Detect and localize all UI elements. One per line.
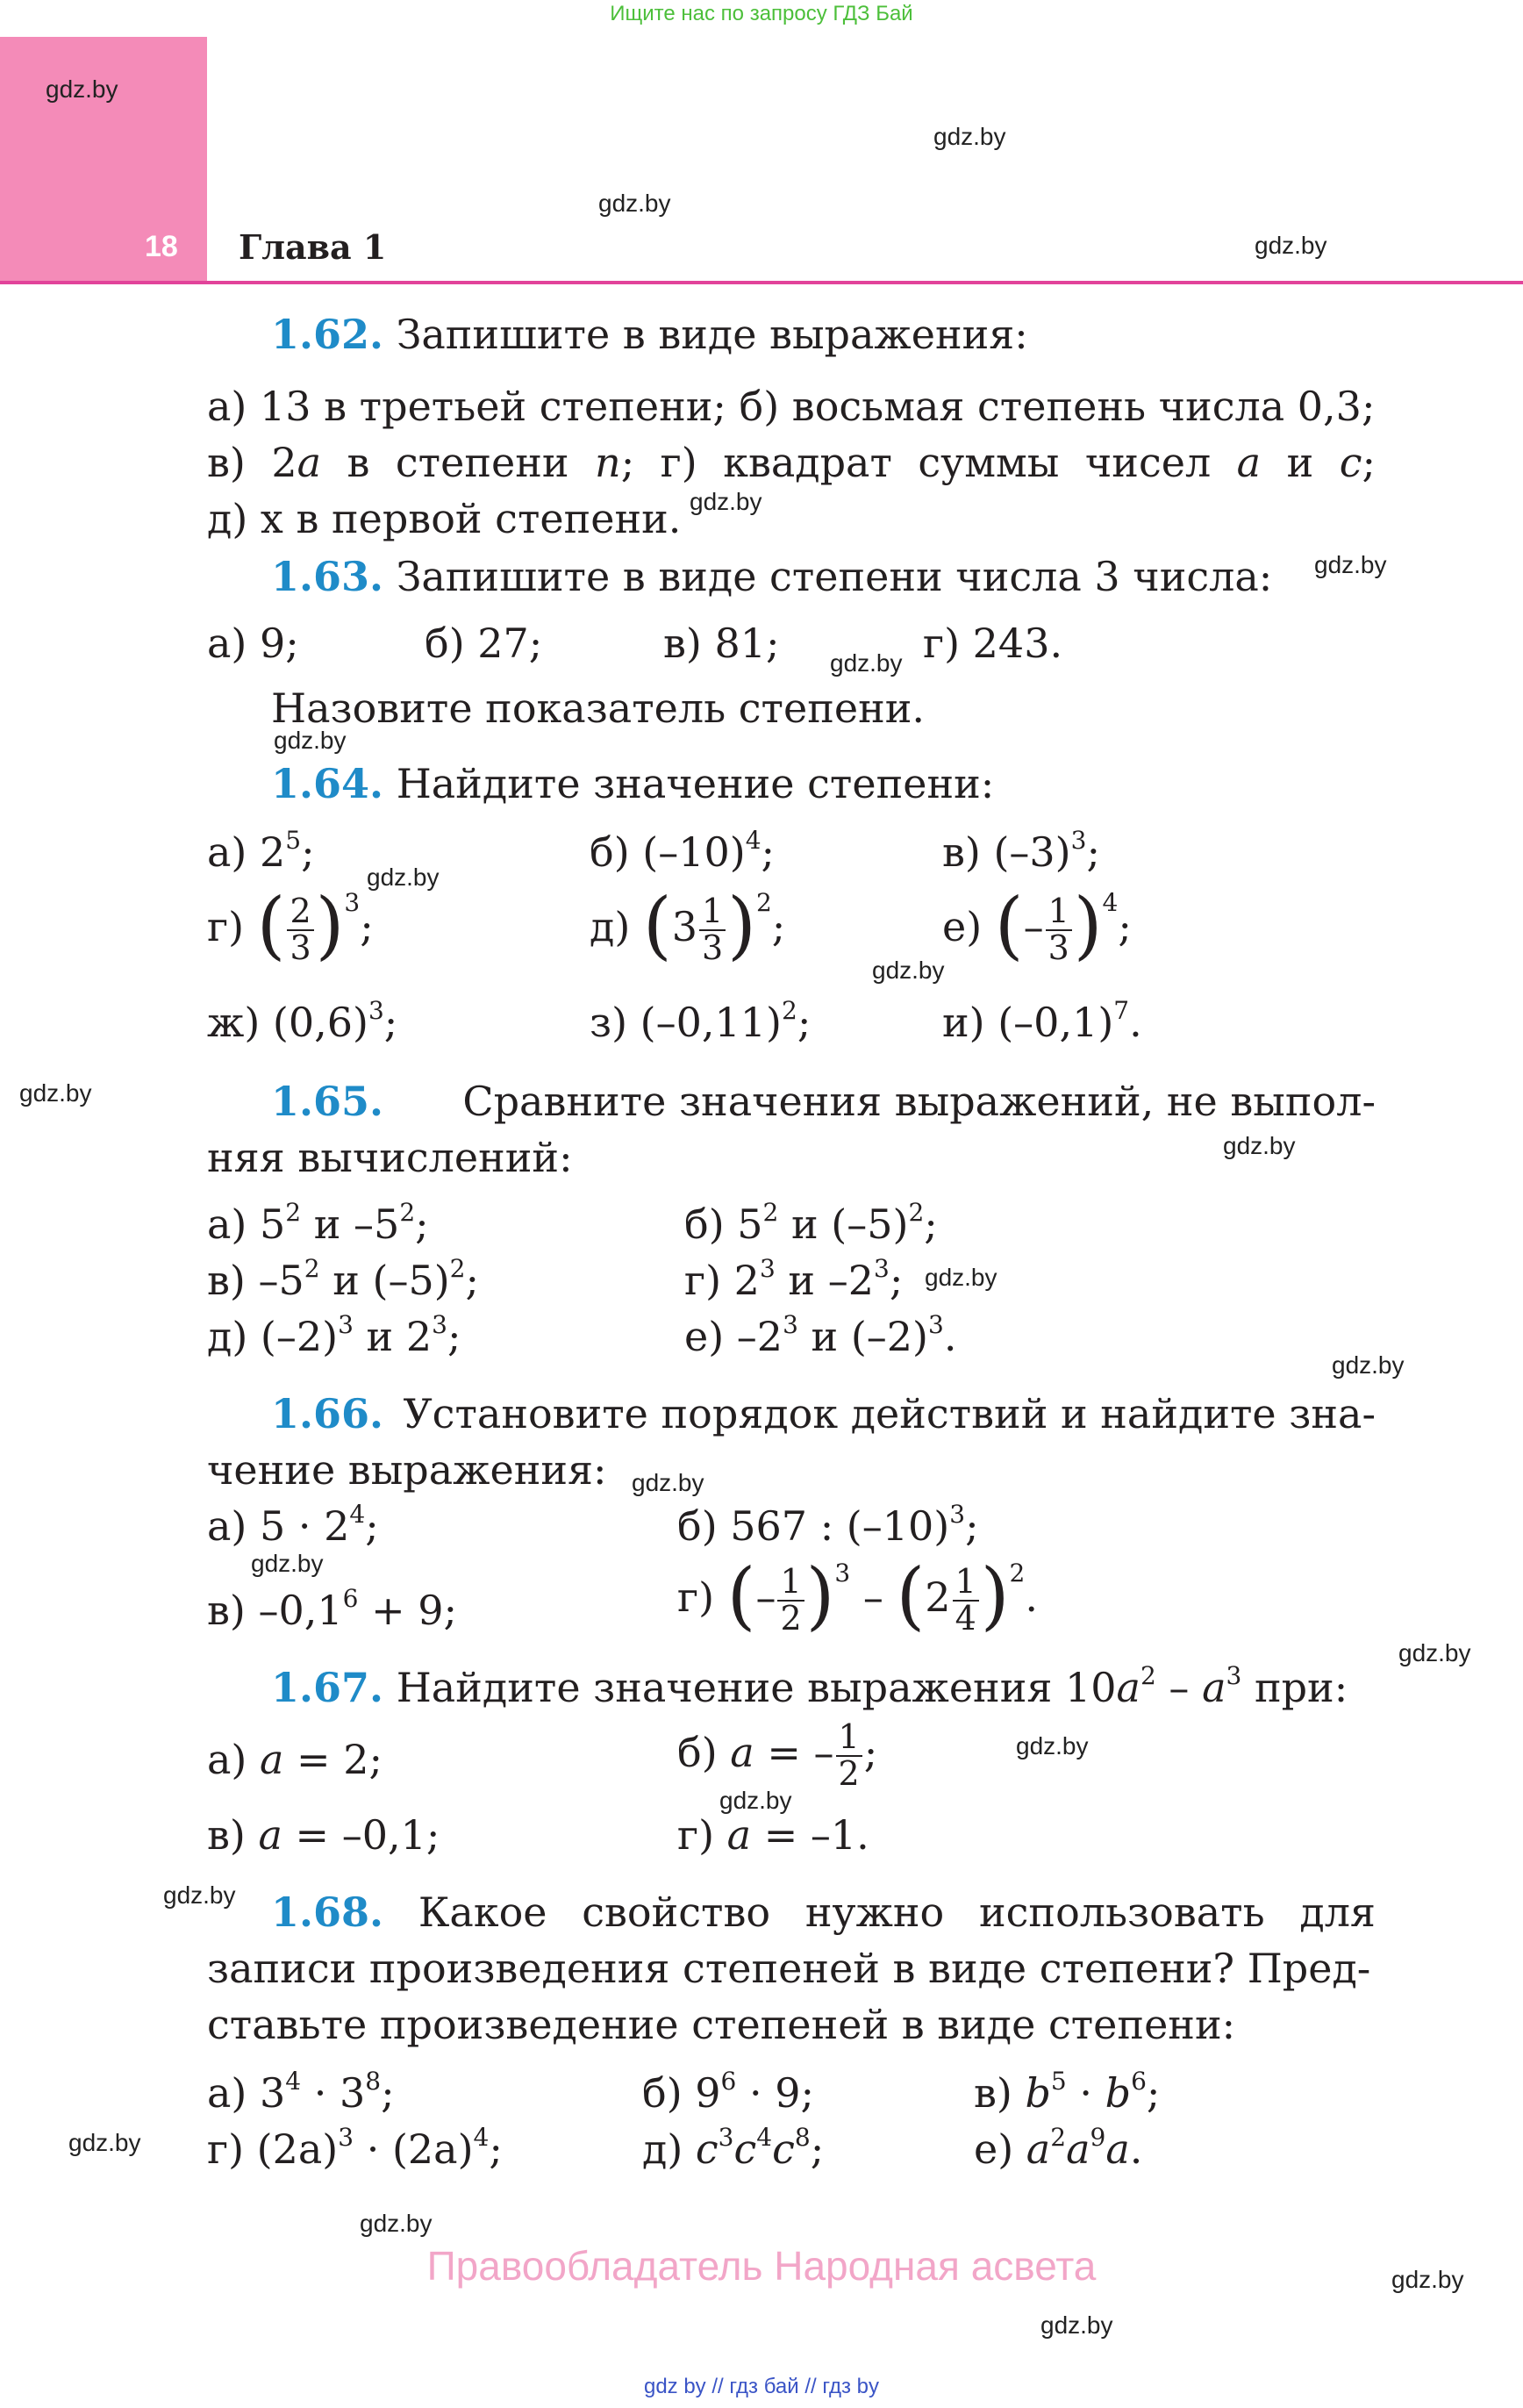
- word: квадрат: [723, 439, 892, 486]
- item-v: в) $(-3)^3$;: [942, 826, 1100, 876]
- problem-title: Найдите значение степени:: [396, 760, 995, 807]
- item-v: в) a = –0,1;: [207, 1811, 440, 1859]
- item-z: з) $(-0,11)^2$;: [590, 996, 812, 1046]
- fraction: $\frac{2}{3}$: [287, 894, 313, 966]
- problem-number: 1.67.: [271, 1664, 384, 1711]
- fraction: $\frac{1}{3}$: [1046, 894, 1072, 966]
- item-g: г) $(2a)^3 \cdot (2a)^4$;: [207, 2123, 503, 2173]
- var-a: a: [1236, 439, 1262, 486]
- item-g: г) a = –1.: [677, 1811, 869, 1859]
- item-v: в) $b^5 \cdot b^6$;: [974, 2067, 1161, 2117]
- item-b: б) $5^2$ и $(-5)^2$;: [684, 1198, 938, 1248]
- problem-number: 1.68.: [271, 1888, 384, 1936]
- watermark: gdz.by: [251, 1550, 324, 1577]
- top-search-note[interactable]: Ищите нас по запросу ГДЗ Бай: [610, 2, 913, 25]
- item-v: в) $-5^2$ и $(-5)^2$;: [207, 1254, 479, 1304]
- problem-title-line-1: Сравните значения выражений, не выпол-: [462, 1078, 1376, 1125]
- item-d: д) (3 $\frac{1}{3}$ )$^2$;: [590, 882, 786, 968]
- watermark: gdz.by: [690, 488, 762, 515]
- item-a: а) $5^2$ и $-5^2$;: [207, 1198, 429, 1248]
- watermark: gdz.by: [1398, 1639, 1471, 1666]
- problem-1-63-note: Назовите показатель степени.: [271, 684, 926, 732]
- word: степени: [395, 439, 569, 486]
- problem-title: Запишите в виде выражения:: [396, 311, 1028, 358]
- item-b: б) $(-10)^4$;: [590, 826, 776, 876]
- item-b: б) 567 : $(-10)^3$;: [677, 1500, 979, 1550]
- item-e: е) (– $\frac{1}{3}$ )$^4$;: [942, 882, 1132, 968]
- problem-1-68-line-3: ставьте произведение степеней в виде степени:: [207, 2001, 1236, 2048]
- problem-title-line-1: Установите порядок действий и найдите зна-: [403, 1390, 1376, 1437]
- fraction: $\frac{1}{2}$: [836, 1720, 862, 1792]
- problem-number: 1.66.: [271, 1390, 384, 1437]
- item-a: а) $2^5$;: [207, 826, 315, 876]
- problem-title: Запишите в виде степени числа 3 числа:: [396, 553, 1273, 600]
- watermark: gdz.by: [1255, 232, 1327, 259]
- problem-1-62-heading: [271, 311, 1028, 358]
- watermark: gdz.by: [1223, 1132, 1296, 1159]
- watermark: gdz.by: [367, 864, 440, 891]
- watermark: gdz.by: [163, 1881, 236, 1909]
- problem-1-68-heading: 1.68. Какое свойство нужно использовать для: [271, 1888, 1376, 1936]
- header-rule: [0, 281, 1523, 284]
- watermark: gdz.by: [1332, 1351, 1405, 1379]
- problem-number: 1.62.: [271, 311, 384, 358]
- watermark: gdz.by: [19, 1079, 92, 1107]
- item-a: а) a = 2;: [207, 1736, 383, 1783]
- watermark: gdz.by: [1040, 2311, 1113, 2339]
- problem-1-68-line-2: записи произведения степеней в виде степени? Пред-: [207, 1945, 1371, 1992]
- item-b: б) a = – $\frac{1}{2}$ ;: [677, 1717, 878, 1793]
- expr-n: n;: [595, 439, 635, 486]
- item-v: в) 81;: [663, 620, 780, 667]
- item-g: г) (– $\frac{1}{2}$ )$^3$ – (2 $\frac{1}{4}$ )$^2$.: [677, 1552, 1038, 1638]
- item-i: и) $(-0,1)^7$.: [942, 996, 1142, 1046]
- watermark: gdz.by: [830, 649, 903, 677]
- watermark: gdz.by: [274, 727, 347, 754]
- problem-1-67-heading: 1.67. Найдите значение выражения $10a^2 - a^3$ при:: [271, 1661, 1348, 1711]
- item-e: е) $a^2a^9a$.: [974, 2123, 1143, 2173]
- word: суммы: [918, 439, 1060, 486]
- problem-1-62-line-1: а) 13 в третьей степени; б) восьмая степень числа 0,3;: [207, 383, 1376, 430]
- item-d: д) $(-2)^3$ и $2^3$;: [207, 1310, 461, 1360]
- watermark: gdz.by: [1016, 1732, 1089, 1759]
- problem-1-66-heading: [271, 1390, 1376, 1437]
- item-b: б) 27;: [425, 620, 543, 667]
- item-b: б) $9^6 \cdot 9$;: [642, 2067, 815, 2117]
- watermark: gdz.by: [360, 2210, 433, 2237]
- item-g: г) ( $\frac{2}{3}$ )$^3$;: [207, 882, 374, 968]
- watermark: gdz.by: [598, 190, 671, 217]
- word: чисел: [1084, 439, 1212, 486]
- label-v: в): [207, 439, 246, 486]
- problem-number: 1.63.: [271, 553, 384, 600]
- problem-1-65-heading: [271, 1078, 1376, 1125]
- watermark: gdz.by: [1391, 2266, 1464, 2293]
- item-a: а) 9;: [207, 620, 299, 667]
- item-g: г) $2^3$ и $-2^3$;: [684, 1254, 904, 1304]
- problem-1-63-heading: [271, 553, 1273, 600]
- fraction: $\frac{1}{2}$: [777, 1565, 804, 1637]
- item-g: г) 243.: [923, 620, 1063, 667]
- problem-number: 1.65.: [271, 1078, 384, 1125]
- item-v: в) $-0,1^6 + 9$;: [207, 1584, 458, 1634]
- chapter-title: Глава 1: [239, 227, 387, 267]
- label-g: г): [660, 439, 697, 486]
- word: и: [1286, 439, 1314, 486]
- item-a: а) $5 \cdot 2^4$;: [207, 1500, 379, 1550]
- word: в: [347, 439, 370, 486]
- problem-1-62-line-2: [207, 439, 1376, 486]
- problem-1-66-title-line-2: чение выражения:: [207, 1446, 607, 1494]
- fraction: $\frac{1}{3}$: [699, 894, 726, 966]
- item-d: д) $c^3c^4c^8$;: [642, 2123, 825, 2173]
- watermark: gdz.by: [1314, 551, 1387, 578]
- problem-number: 1.64.: [271, 760, 384, 807]
- problem-1-64-heading: [271, 760, 995, 807]
- watermark: gdz.by: [632, 1469, 704, 1496]
- watermark: gdz.by: [933, 123, 1006, 150]
- watermark: gdz.by: [68, 2129, 141, 2156]
- problem-1-65-title-line-2: няя вычислений:: [207, 1134, 573, 1181]
- item-zh: ж) $(0,6)^3$;: [207, 996, 398, 1046]
- page-number: 18: [145, 230, 178, 263]
- expr-c: c;: [1339, 439, 1376, 486]
- watermark: gdz.by: [872, 957, 945, 984]
- item-a: а) $3^4 \cdot 3^8$;: [207, 2067, 395, 2117]
- problem-1-62-line-3: д) x в первой степени.: [207, 495, 682, 542]
- watermark: gdz.by: [719, 1787, 792, 1814]
- watermark: gdz.by: [46, 75, 118, 103]
- footer-links[interactable]: gdz by // гдз бай // гдз by: [643, 2375, 880, 2398]
- item-e: е) $-2^3$ и $(-2)^3$.: [684, 1310, 957, 1360]
- copyright-owner: Правообладатель Народная асвета: [426, 2243, 1097, 2289]
- watermark: gdz.by: [925, 1264, 997, 1291]
- fraction: $\frac{1}{4}$: [953, 1565, 979, 1637]
- expr-2a: 2a: [271, 439, 322, 486]
